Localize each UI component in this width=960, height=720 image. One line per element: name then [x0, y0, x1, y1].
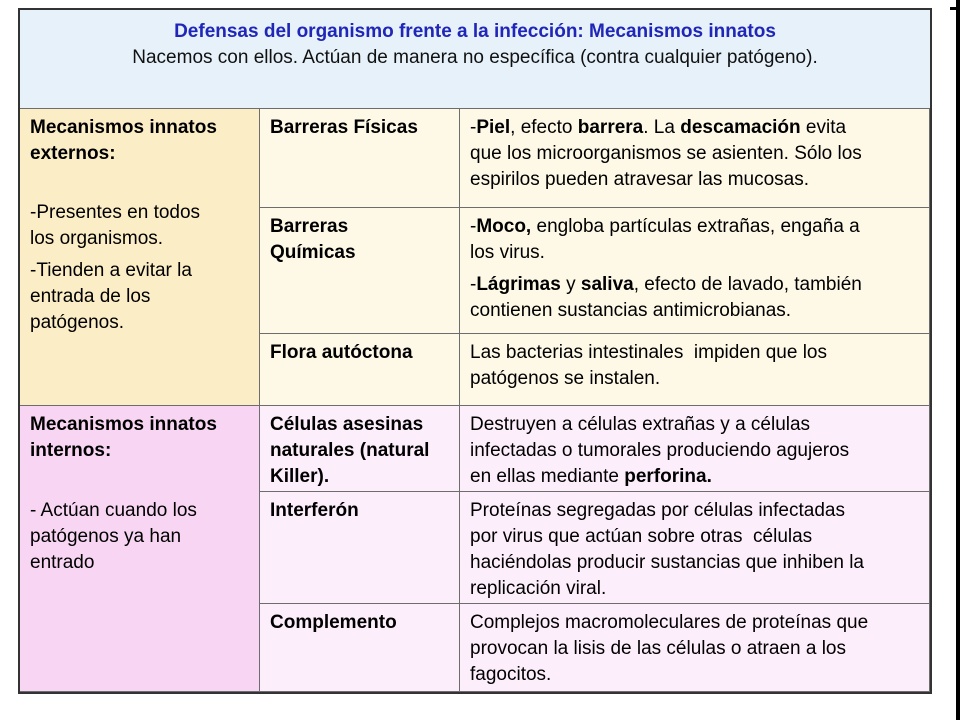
- text-line: [470, 550, 919, 576]
- mechanism-description: [470, 115, 919, 193]
- text-run: replicación viral.: [470, 578, 607, 599]
- mechanism-description: [470, 610, 919, 688]
- mechanism-name-cell: Flora autóctona: [260, 334, 460, 406]
- text-line: [470, 524, 919, 550]
- text-line: [470, 272, 919, 298]
- internal-title: Mecanismos innatos internos:: [30, 414, 217, 461]
- text-line: [470, 167, 919, 193]
- bold-term: descamación: [680, 117, 801, 138]
- text-line: [470, 115, 919, 141]
- mechanism-name-cell: Células asesinas naturales (natural Killer).: [260, 406, 460, 492]
- mechanism-description: [470, 340, 919, 392]
- text-run: haciéndolas producir sustancias que inhiben la: [470, 552, 864, 573]
- table-bottom-border: [18, 692, 932, 694]
- table-header: [20, 10, 930, 108]
- text-run: infectadas o tumorales produciendo agujeros: [470, 440, 850, 461]
- mechanism-name-cell: Barreras Físicas: [260, 108, 460, 208]
- external-title: Mecanismos innatos externos:: [30, 117, 217, 164]
- text-line: [470, 340, 919, 366]
- bold-term: barrera: [577, 117, 644, 138]
- mechanism-description-cell: [460, 604, 930, 692]
- text-run: patógenos se instalen.: [470, 368, 661, 389]
- text-line: [470, 464, 919, 490]
- text-run: Las bacterias intestinales impiden que los: [470, 342, 827, 363]
- text-line: [470, 412, 919, 438]
- text-line: [470, 662, 919, 688]
- text-line: [470, 141, 919, 167]
- text-run: -: [470, 117, 477, 138]
- page-subtitle: Nacemos con ellos. Actúan de manera no específica (contra cualquier patógeno).: [132, 47, 818, 68]
- mechanism-description-cell: [460, 406, 930, 492]
- mechanism-description-cell: [460, 208, 930, 334]
- text-run: en ellas mediante: [470, 466, 625, 487]
- mechanism-description-cell: [460, 492, 930, 604]
- text-line: [470, 576, 919, 602]
- mechanism-description-cell: [460, 334, 930, 406]
- text-run: que los microorganismos se asienten. Sólo los: [470, 143, 862, 164]
- external-category-cell: [20, 108, 260, 406]
- bold-term: Piel: [476, 117, 511, 138]
- external-point: -Tienden a evitar la entrada de los patógenos.: [30, 260, 192, 333]
- mechanism-name-cell: Complemento: [260, 604, 460, 692]
- text-run: Destruyen a células extrañas y a células: [470, 414, 811, 435]
- text-run: y: [560, 274, 581, 295]
- external-point: -Presentes en todos los organismos.: [30, 202, 201, 249]
- mechanism-description: [470, 498, 919, 602]
- text-line: [470, 366, 919, 392]
- right-edge-bar: [956, 0, 960, 720]
- mechanism-name-cell: Barreras Químicas: [260, 208, 460, 334]
- text-run: -: [470, 216, 477, 237]
- text-run: provocan la lisis de las células o atraen a los: [470, 638, 846, 659]
- internal-point: - Actúan cuando los patógenos ya han entrado: [30, 500, 197, 573]
- text-run: . La: [643, 117, 681, 138]
- text-run: por virus que actúan sobre otras células: [470, 526, 813, 547]
- bold-term: perforina.: [624, 466, 712, 487]
- text-run: fagocitos.: [470, 664, 552, 685]
- mechanism-description-cell: [460, 108, 930, 208]
- text-line: [470, 498, 919, 524]
- text-line: [470, 636, 919, 662]
- table-right-border: [930, 8, 932, 694]
- text-line: [470, 240, 919, 266]
- text-run: engloba partículas extrañas, engaña a: [531, 216, 860, 237]
- text-run: los virus.: [470, 242, 545, 263]
- text-line: [470, 610, 919, 636]
- text-line: [470, 214, 919, 240]
- text-run: -: [470, 274, 477, 295]
- table-top-border: [18, 8, 932, 10]
- internal-category-cell: [20, 406, 260, 692]
- table-left-border: [18, 8, 20, 694]
- text-run: , efecto de lavado, también: [633, 274, 862, 295]
- bold-term: Moco,: [476, 216, 532, 237]
- text-run: contienen sustancias antimicrobianas.: [470, 300, 792, 321]
- mechanism-description: [470, 412, 919, 490]
- text-run: Proteínas segregadas por células infectadas: [470, 500, 845, 521]
- page-title: Defensas del organismo frente a la infección: Mecanismos innatos: [174, 21, 776, 42]
- mechanism-description: [470, 214, 919, 266]
- text-run: espirilos pueden atravesar las mucosas.: [470, 169, 810, 190]
- right-edge-tick: [950, 7, 956, 10]
- text-run: Complejos macromoleculares de proteínas que: [470, 612, 869, 633]
- text-line: [470, 298, 919, 324]
- text-line: [470, 438, 919, 464]
- bold-term: saliva: [580, 274, 634, 295]
- mechanism-description: [470, 272, 919, 324]
- text-run: evita: [800, 117, 847, 138]
- mechanism-name-cell: Interferón: [260, 492, 460, 604]
- bold-term: Lágrimas: [476, 274, 561, 295]
- text-run: , efecto: [510, 117, 578, 138]
